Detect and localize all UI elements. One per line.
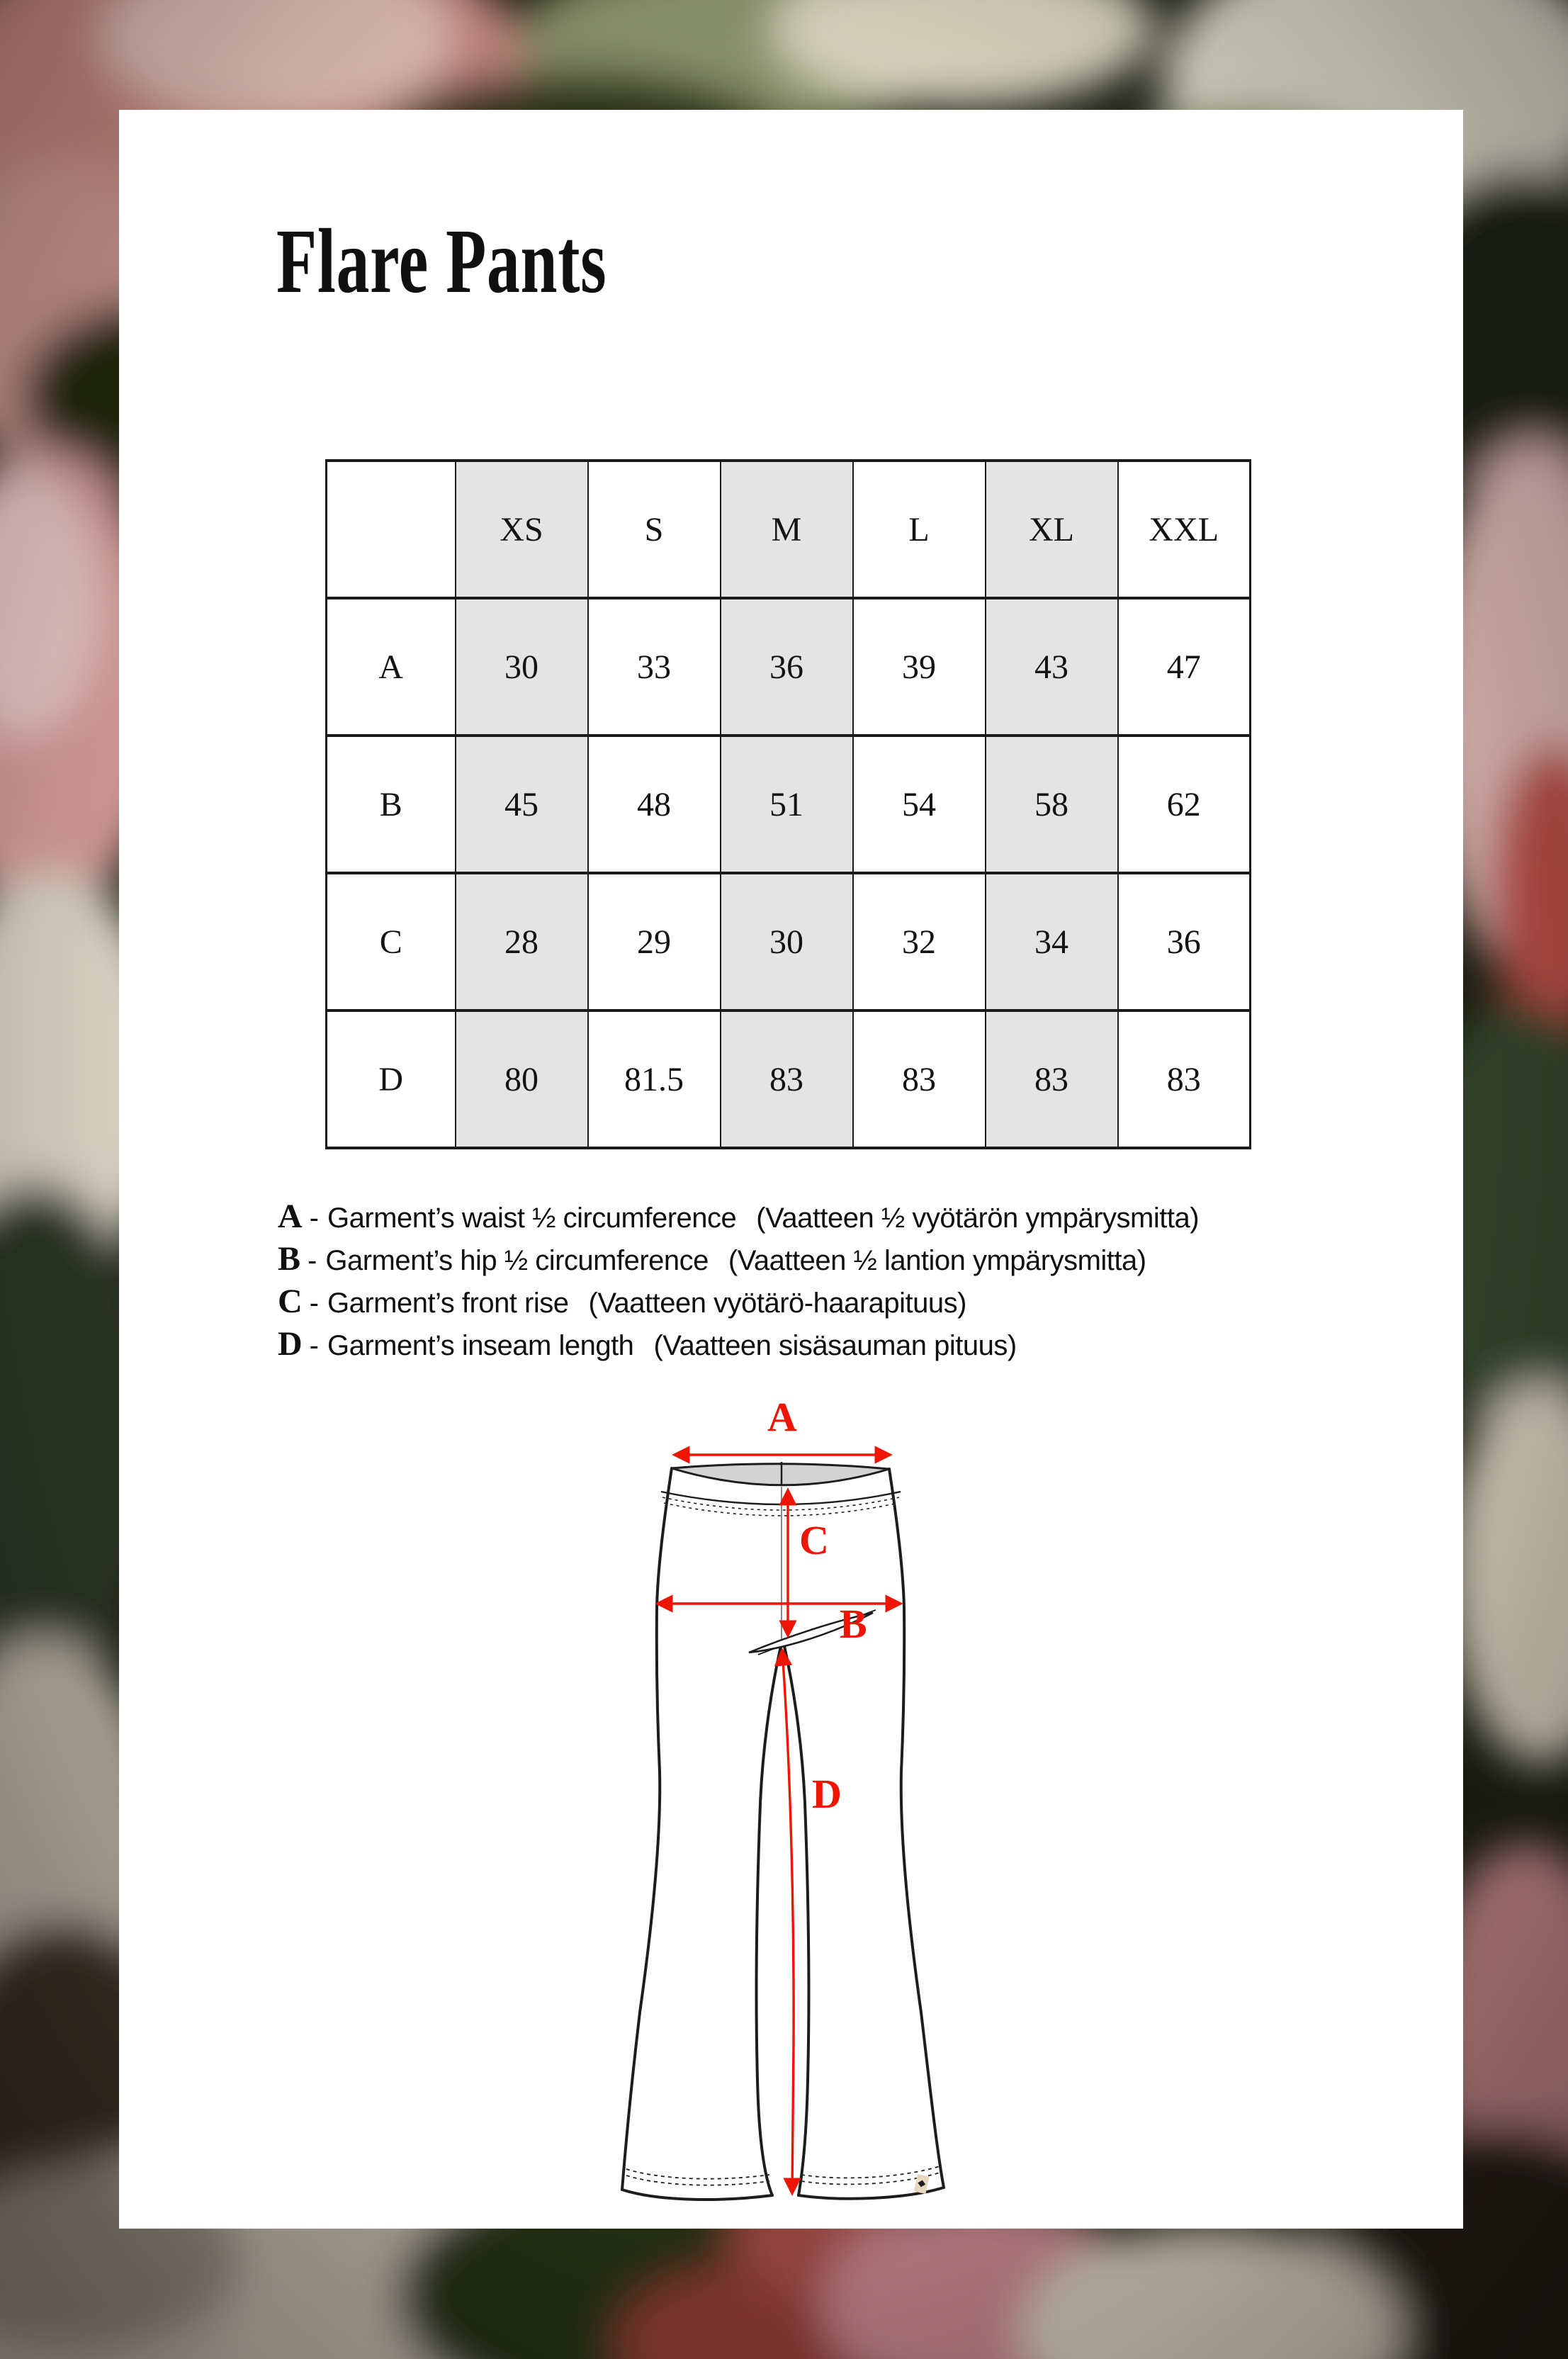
legend-letter-b: B xyxy=(278,1240,301,1278)
table-row-b xyxy=(327,736,1251,873)
pants-measurement-diagram xyxy=(595,1371,992,2229)
legend-line-a xyxy=(278,1195,1199,1238)
legend-text-fi-b: (Vaatteen ½ lantion ympärysmitta) xyxy=(728,1245,1146,1276)
legend-text-fi-c: (Vaatteen vyötärö-haarapituus) xyxy=(588,1288,966,1319)
legend-separator: - xyxy=(309,1288,319,1319)
legend-separator: - xyxy=(309,1330,319,1361)
size-table-header-row xyxy=(327,461,1251,598)
cell-a-l: 39 xyxy=(853,598,986,736)
size-table xyxy=(325,459,1251,1149)
cell-b-xs: 45 xyxy=(456,736,588,873)
legend-letter-d: D xyxy=(278,1325,303,1363)
cell-b-m: 51 xyxy=(721,736,853,873)
diagram-label-a: A xyxy=(767,1394,797,1440)
diagram-label-b: B xyxy=(840,1601,867,1647)
row-label-a: A xyxy=(327,598,456,736)
cell-d-m: 83 xyxy=(721,1010,853,1148)
measurement-legend xyxy=(278,1195,1199,1366)
legend-line-d xyxy=(278,1323,1199,1366)
column-header-xl: XL xyxy=(986,461,1118,598)
inseam-arrow-d xyxy=(782,1650,794,2193)
waistband-inside xyxy=(672,1464,889,1485)
cell-d-xl: 83 xyxy=(986,1010,1118,1148)
table-row-a xyxy=(327,598,1251,736)
legend-text-fi-d: (Vaatteen sisäsauman pituus) xyxy=(653,1330,1017,1361)
cell-c-xl: 34 xyxy=(986,873,1118,1010)
cell-a-m: 36 xyxy=(721,598,853,736)
row-label-d: D xyxy=(327,1010,456,1148)
legend-text-en-b: Garment’s hip ½ circumference xyxy=(325,1245,709,1276)
column-header-xs: XS xyxy=(456,461,588,598)
column-header-m: M xyxy=(721,461,853,598)
cell-c-xxl: 36 xyxy=(1118,873,1251,1010)
legend-text-fi-a: (Vaatteen ½ vyötärön ympärysmitta) xyxy=(756,1203,1200,1234)
row-label-c: C xyxy=(327,873,456,1010)
legend-line-b xyxy=(278,1238,1199,1280)
cell-c-l: 32 xyxy=(853,873,986,1010)
legend-line-c xyxy=(278,1280,1199,1323)
cell-b-s: 48 xyxy=(588,736,721,873)
legend-separator: - xyxy=(309,1203,319,1234)
cell-c-m: 30 xyxy=(721,873,853,1010)
hem-stitching xyxy=(626,2166,940,2185)
pants-outline xyxy=(622,1468,944,2200)
cell-a-xxl: 47 xyxy=(1118,598,1251,736)
legend-letter-a: A xyxy=(278,1198,303,1235)
cell-d-xxl: 83 xyxy=(1118,1010,1251,1148)
legend-text-en-a: Garment’s waist ½ circumference xyxy=(327,1203,737,1234)
row-label-b: B xyxy=(327,736,456,873)
cell-b-l: 54 xyxy=(853,736,986,873)
table-row-d xyxy=(327,1010,1251,1148)
diagram-label-c: C xyxy=(799,1517,829,1563)
table-row-c xyxy=(327,873,1251,1010)
column-header-l: L xyxy=(853,461,986,598)
cell-b-xxl: 62 xyxy=(1118,736,1251,873)
cell-d-xs: 80 xyxy=(456,1010,588,1148)
legend-text-en-c: Garment’s front rise xyxy=(327,1288,569,1319)
cell-c-xs: 28 xyxy=(456,873,588,1010)
cell-b-xl: 58 xyxy=(986,736,1118,873)
cell-d-l: 83 xyxy=(853,1010,986,1148)
cell-a-xl: 43 xyxy=(986,598,1118,736)
cell-c-s: 29 xyxy=(588,873,721,1010)
legend-separator: - xyxy=(308,1245,317,1276)
page-title: Flare Pants xyxy=(276,210,607,313)
measurement-arrows xyxy=(658,1455,901,2193)
table-corner-cell xyxy=(327,461,456,598)
cell-a-s: 33 xyxy=(588,598,721,736)
cell-d-s: 81.5 xyxy=(588,1010,721,1148)
legend-letter-c: C xyxy=(278,1283,303,1320)
column-header-s: S xyxy=(588,461,721,598)
size-chart-card xyxy=(119,110,1463,2229)
diagram-label-d: D xyxy=(812,1771,842,1817)
legend-text-en-d: Garment’s inseam length xyxy=(327,1330,634,1361)
cell-a-xs: 30 xyxy=(456,598,588,736)
column-header-xxl: XXL xyxy=(1118,461,1251,598)
